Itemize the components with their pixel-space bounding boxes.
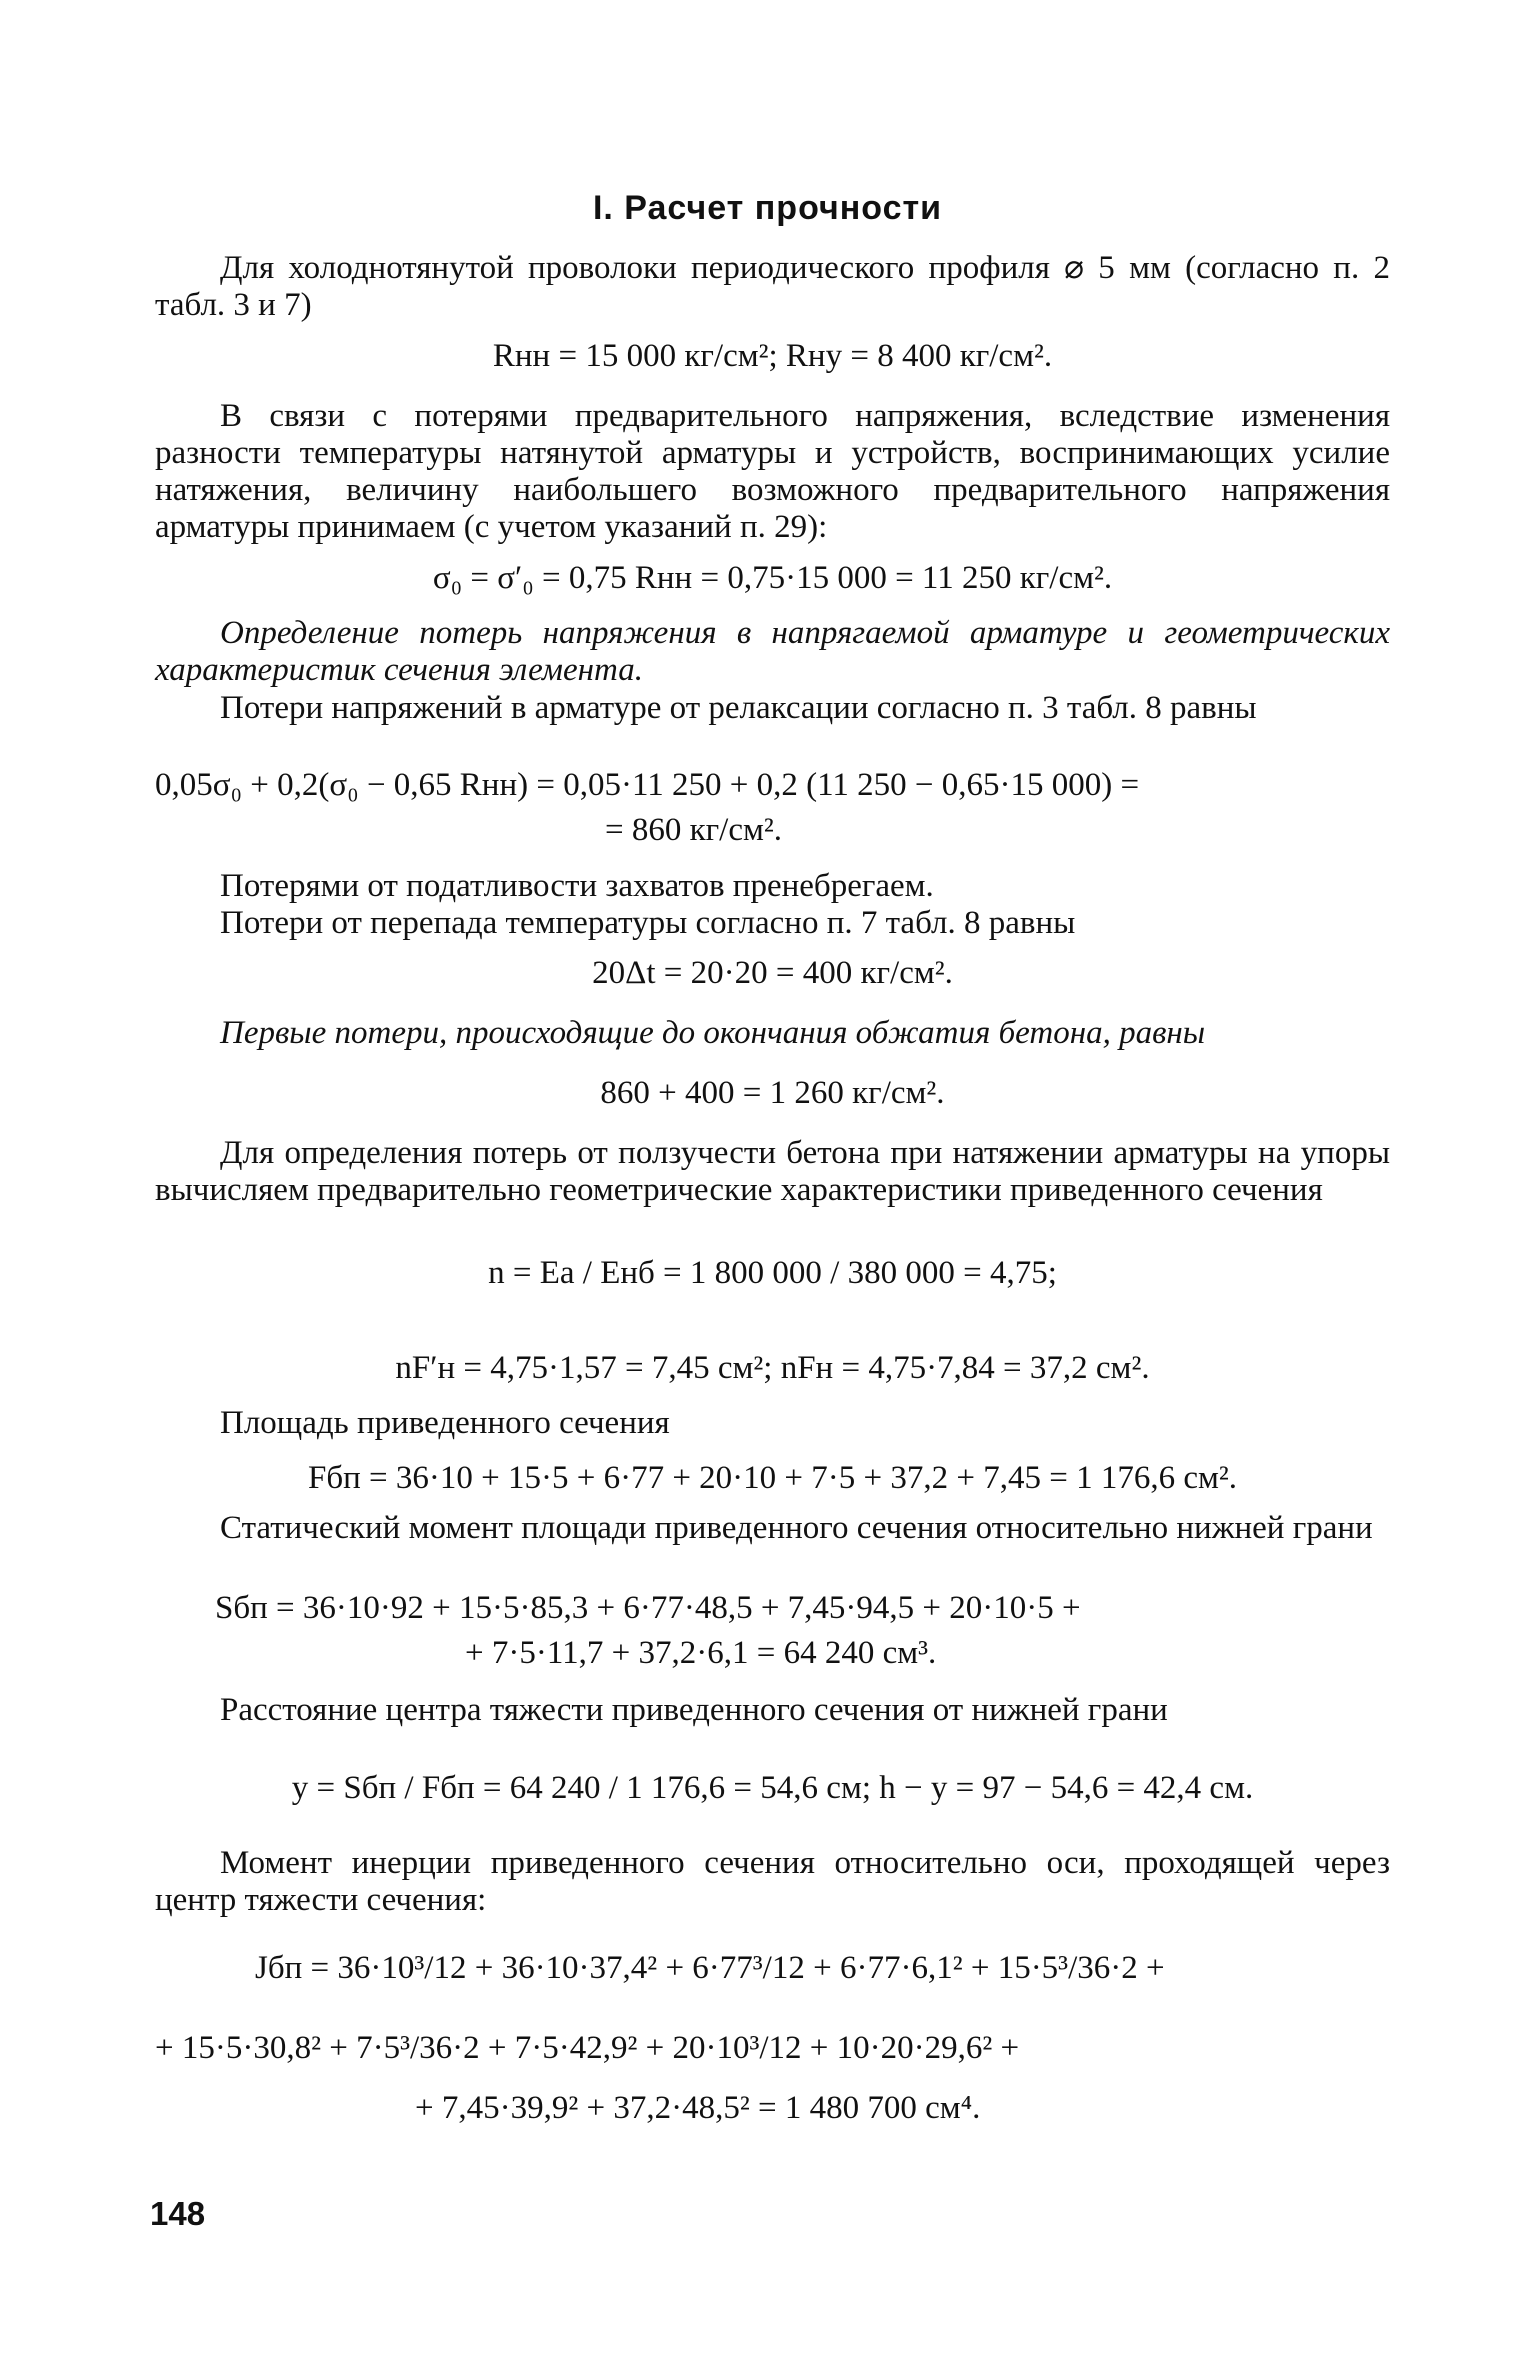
formula-first-losses: 860 + 400 = 1 260 кг/см². — [600, 1075, 945, 1111]
paragraph-moment-of-inertia: Момент инерции приведенного сечения относительно оси, проходящей через центр тяжести сечения: — [155, 1845, 1390, 1918]
formula-centroid: y = Sбп / Fбп = 64 240 / 1 176,6 = 54,6 см; h − y = 97 − 54,6 = 42,4 см. — [291, 1770, 1254, 1806]
formula-inertia-line2: + 15·5·30,8² + 7·5³/36·2 + 7·5·42,9² + 20·10³/12 + 10·20·29,6² + — [155, 2030, 1020, 2066]
page-number: 148 — [150, 2195, 206, 2232]
formula-inertia-line1: Jбп = 36·10³/12 + 36·10·37,4² + 6·77³/12 + 6·77·6,1² + 15·5³/36·2 + — [255, 1950, 1165, 1986]
paragraph-relaxation-losses: Потери напряжений в арматуре от релаксации согласно п. 3 табл. 8 равны — [220, 690, 1257, 726]
formula-reduced-areas: nF′н = 4,75·1,57 = 7,45 см²; nFн = 4,75·7,84 = 37,2 см². — [395, 1350, 1150, 1386]
formula-modular-ratio: n = Eа / Eнб = 1 800 000 / 380 000 = 4,75; — [488, 1255, 1057, 1291]
formula-initial-stress: σ₀ = σ′₀ = 0,75 Rнн = 0,75·15 000 = 11 250 кг/см². — [432, 560, 1113, 596]
paragraph-wire-strength: Для холоднотянутой проволоки периодического профиля ⌀ 5 мм (согласно п. 2 табл. 3 и 7) — [155, 250, 1390, 323]
formula-static-moment-line1: Sбп = 36·10·92 + 15·5·85,3 + 6·77·48,5 + 7,45·94,5 + 20·10·5 + — [215, 1590, 1081, 1626]
paragraph-first-losses: Первые потери, происходящие до окончания обжатия бетона, равны — [220, 1015, 1206, 1051]
formula-reduced-area: Fбп = 36·10 + 15·5 + 6·77 + 20·10 + 7·5 + 37,2 + 7,45 = 1 176,6 см². — [307, 1460, 1238, 1496]
formula-relaxation-line1: 0,05σ₀ + 0,2(σ₀ − 0,65 Rнн) = 0,05·11 250 + 0,2 (11 250 − 0,65·15 000) = — [155, 767, 1140, 803]
formula-static-moment-line2: + 7·5·11,7 + 37,2·6,1 = 64 240 см³. — [465, 1635, 937, 1671]
formula-relaxation-line2: = 860 кг/см². — [605, 812, 783, 848]
paragraph-reduced-area: Площадь приведенного сечения — [220, 1405, 670, 1441]
paragraph-grip-losses: Потерями от податливости захватов пренебрегаем. — [220, 868, 934, 904]
paragraph-losses-definition: Определение потерь напряжения в напрягаемой арматуре и геометрических характеристик сечения элемента. — [155, 615, 1390, 688]
paragraph-prestress-losses: В связи с потерями предварительного напряжения, вследствие изменения разности температуры натянутой арматуры и устройств, воспринимающих усилие натяжения, величину наибольшего возможного предварительного напряжения арматуры принимаем (с учетом указаний п. 29): — [155, 398, 1390, 545]
formula-design-resistance: Rнн = 15 000 кг/см²; Rну = 8 400 кг/см². — [492, 338, 1053, 374]
paragraph-centroid-distance: Расстояние центра тяжести приведенного сечения от нижней грани — [220, 1692, 1168, 1728]
formula-inertia-line3: + 7,45·39,9² + 37,2·48,5² = 1 480 700 см⁴. — [415, 2090, 981, 2126]
section-heading: I. Расчет прочности — [592, 189, 943, 227]
formula-temperature-loss: 20Δt = 20·20 = 400 кг/см². — [592, 955, 953, 991]
paragraph-static-moment: Статический момент площади приведенного сечения относительно нижней грани — [220, 1510, 1373, 1546]
paragraph-temperature-losses: Потери от перепада температуры согласно п. 7 табл. 8 равны — [220, 905, 1076, 941]
paragraph-creep-losses: Для определения потерь от ползучести бетона при натяжении арматуры на упоры вычисляем предварительно геометрические характеристики приведенного сечения — [155, 1135, 1390, 1208]
